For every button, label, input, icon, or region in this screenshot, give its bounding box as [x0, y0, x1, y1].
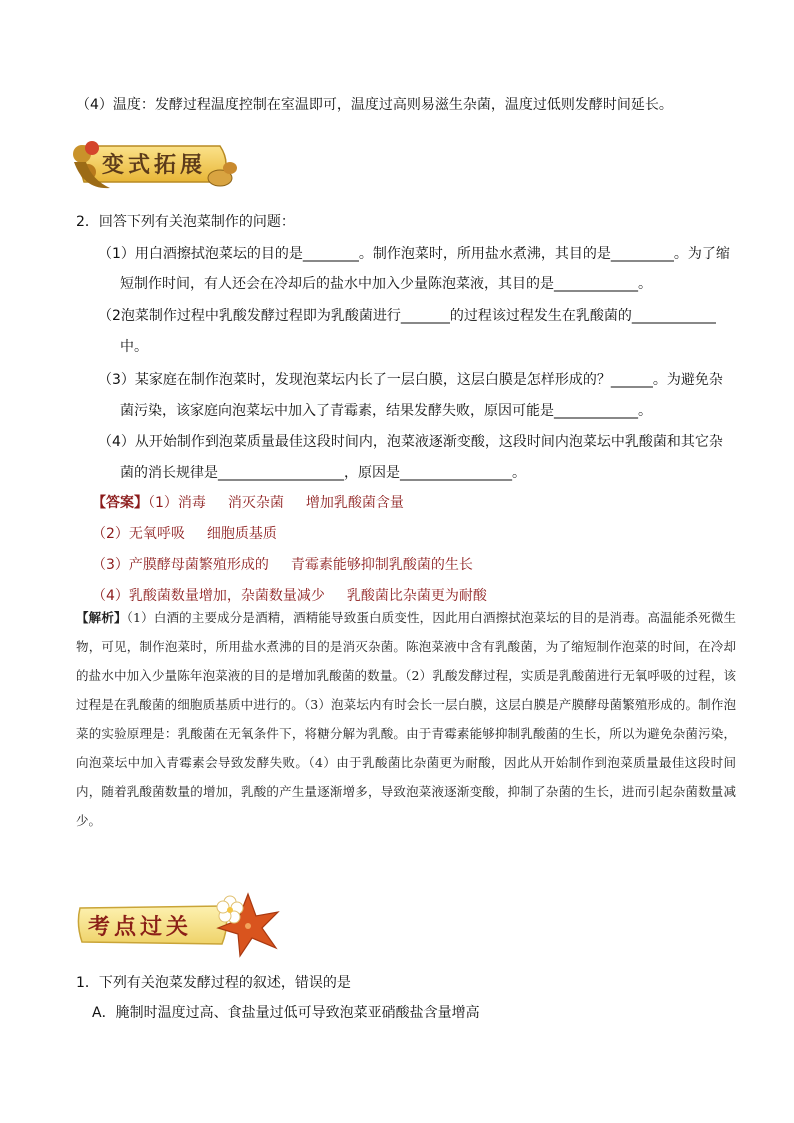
checkpoint-banner	[72, 890, 292, 960]
question-2-part-2-line-2: 中。	[120, 339, 148, 355]
banner-title: 变式拓展	[102, 152, 207, 178]
answer-line-3: （3）产膜酵母菌繁殖形成的 青霉素能够抑制乳酸菌的生长	[92, 557, 473, 573]
question-2-part-3-line-1: （3）某家庭在制作泡菜时，发现泡菜坛内长了一层白膜，这层白膜是怎样形成的？______。为避免杂	[98, 372, 723, 388]
question-2-title: 2．回答下列有关泡菜制作的问题：	[76, 214, 295, 230]
question-2-part-4-line-1: （4）从开始制作到泡菜质量最佳这段时间内，泡菜液逐渐变酸，这段时间内泡菜坛中乳酸菌和其它杂	[98, 434, 723, 450]
question-2-part-3-line-2: 菌污染，该家庭向泡菜坛中加入了青霉素，结果发酵失败，原因可能是____________。	[120, 403, 652, 419]
explanation-paragraph	[76, 603, 736, 835]
question-2-part-2-line-1: （2泡菜制作过程中乳酸发酵过程即为乳酸菌进行_______的过程该过程发生在乳酸菌的____________	[98, 308, 716, 324]
explanation-text: （1）白酒的主要成分是酒精，酒精能导致蛋白质变性，因此用白酒擦拭泡菜坛的目的是消毒。高温能杀死微生物，可见，制作泡菜时，所用盐水煮沸的目的是消灭杂菌。陈泡菜液中含有乳酸菌，为了缩短制作泡菜的时间，在冷却的盐水中加入少量陈年泡菜液的目的是增加乳酸菌的数量。（2）乳酸发酵过程，实质是乳酸菌进行无氧呼吸的过程，该过程是在乳酸菌的细胞质基质中进行的。（3）泡菜坛内有时会长一层白膜，这层白膜是产膜酵母菌繁殖形成的。制作泡菜的实验原理是：乳酸菌在无氧条件下，将糖分解为乳酸。由于青霉素能够抑制乳酸菌的生长，所以为避免杂菌污染，向泡菜坛中加入青霉素会导致发酵失败。（4）由于乳酸菌比杂菌更为耐酸，因此从开始制作到泡菜质量最佳这段时间内，随着乳酸菌数量的增加，乳酸的产生量逐渐增多，导致泡菜液逐渐变酸，抑制了杂菌的生长，进而引起杂菌数量减少。	[76, 610, 736, 828]
question-2-part-1-line-1: （1）用白酒擦拭泡菜坛的目的是________。制作泡菜时，所用盐水煮沸，其目的是_________。为了缩	[98, 246, 730, 262]
question-1-title: 1．下列有关泡菜发酵过程的叙述，错误的是	[76, 975, 351, 991]
question-1-option-a: A．腌制时温度过高、食盐量过低可导致泡菜亚硝酸盐含量增高	[92, 1005, 480, 1021]
answer-label: 【答案】	[92, 495, 148, 511]
answer-line-2: （2）无氧呼吸 细胞质基质	[92, 526, 277, 542]
question-2-part-4-line-2: 菌的消长规律是__________________，原因是________________。	[120, 465, 526, 481]
variant-extension-banner	[70, 132, 240, 196]
answer-line-1: 【答案】（1）消毒 消灭杂菌 增加乳酸菌含量	[92, 495, 404, 511]
explanation-label: 【解析】	[76, 610, 127, 625]
question-2-part-1-line-2: 短制作时间，有人还会在冷却后的盐水中加入少量陈泡菜液，其目的是____________。	[120, 276, 652, 292]
temperature-note: （4）温度：发酵过程温度控制在室温即可，温度过高则易滋生杂菌，温度过低则发酵时间延长。	[76, 97, 673, 113]
answer-line-4: （4）乳酸菌数量增加，杂菌数量减少 乳酸菌比杂菌更为耐酸	[92, 588, 487, 604]
banner-title-2: 考点过关	[88, 914, 193, 940]
